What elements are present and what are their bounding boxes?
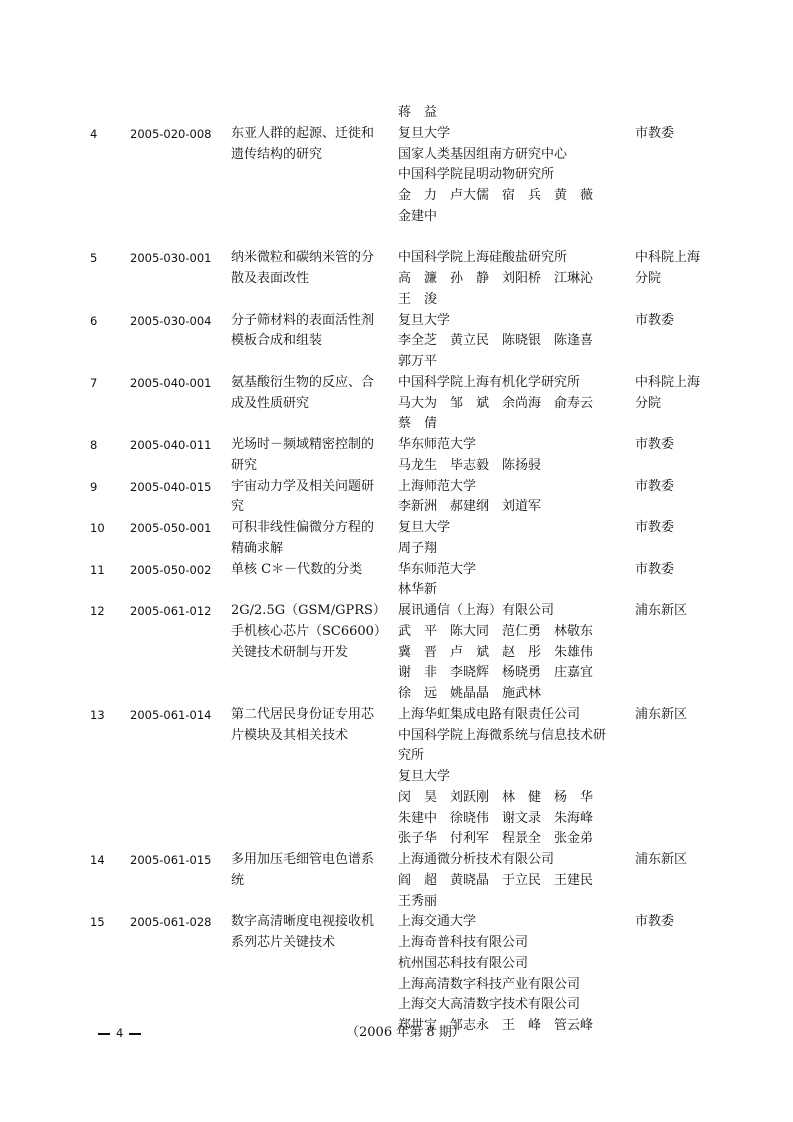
row-number: 5 bbox=[90, 251, 98, 266]
unit-or-person-line: 上海通微分析技术有限公司 bbox=[398, 852, 555, 867]
recommender-line: 分院 bbox=[635, 271, 662, 286]
dash-left bbox=[98, 1033, 110, 1035]
unit-or-person-line: 华东师范大学 bbox=[398, 561, 477, 577]
unit-or-person-line: 华东师范大学 bbox=[398, 437, 477, 452]
unit-or-person-line: 周子翔 bbox=[398, 540, 438, 556]
unit-or-person-line: 中国科学院昆明动物研究所 bbox=[398, 167, 555, 183]
unit-or-person-line: 蒋 益 bbox=[398, 105, 438, 120]
row-number: 4 bbox=[90, 126, 98, 141]
unit-or-person-line: 武 平 陈大同 范仁勇 林敬东 bbox=[398, 623, 594, 639]
recommender-line: 市教委 bbox=[635, 312, 675, 328]
project-title-line: 片模块及其相关技术 bbox=[231, 727, 349, 743]
unit-or-person-line: 上海华虹集成电路有限责任公司 bbox=[398, 706, 581, 722]
recommender-line: 分院 bbox=[635, 395, 662, 411]
project-title-line: 究 bbox=[231, 499, 245, 515]
project-title-line: 第二代居民身份证专用芯 bbox=[231, 706, 375, 722]
unit-or-person-line: 上海师范大学 bbox=[398, 478, 477, 494]
project-code: 2005-020-008 bbox=[130, 126, 212, 141]
recommender-line: 浦东新区 bbox=[635, 852, 688, 867]
page-number: 4 bbox=[116, 1026, 124, 1040]
row-number: 6 bbox=[90, 313, 98, 328]
project-code: 2005-040-015 bbox=[130, 479, 212, 494]
recommender-line: 市教委 bbox=[635, 125, 675, 141]
project-title-line: 2G/2.5G（GSM/GPRS） bbox=[231, 603, 386, 618]
project-code: 2005-061-012 bbox=[130, 604, 212, 618]
project-title-line: 系列芯片关键技术 bbox=[231, 935, 336, 950]
row-number: 13 bbox=[90, 707, 105, 722]
recommender-line: 中科院上海 bbox=[635, 374, 701, 390]
row-number: 7 bbox=[90, 375, 98, 390]
unit-or-person-line: 马大为 邹 斌 余尚海 俞寿云 bbox=[398, 395, 594, 411]
issue-label: （2006 年第 8 期） bbox=[346, 1025, 465, 1040]
unit-or-person-line: 金建中 bbox=[398, 208, 438, 224]
unit-or-person-line: 林华新 bbox=[398, 582, 438, 598]
unit-or-person-line: 中国科学院上海有机化学研究所 bbox=[398, 374, 581, 390]
unit-or-person-line: 冀 晋 卢 斌 赵 彤 朱雄伟 bbox=[398, 644, 594, 660]
unit-or-person-line: 复旦大学 bbox=[398, 769, 451, 784]
unit-or-person-line: 中国科学院上海微系统与信息技术研 bbox=[398, 727, 607, 743]
project-title-line: 东亚人群的起源、迁徙和 bbox=[231, 125, 375, 141]
unit-or-person-line: 复旦大学 bbox=[398, 312, 451, 328]
unit-or-person-line: 朱建中 徐晓伟 谢文录 朱海峰 bbox=[398, 810, 594, 826]
recommender-line: 市教委 bbox=[635, 437, 675, 452]
project-title-line: 氨基酸衍生物的反应、合 bbox=[231, 374, 375, 390]
recommender-line: 市教委 bbox=[635, 478, 675, 494]
project-code: 2005-061-014 bbox=[130, 707, 212, 722]
project-code: 2005-050-002 bbox=[130, 562, 212, 577]
recommender-line: 浦东新区 bbox=[635, 603, 688, 618]
project-title-line: 光场时－频域精密控制的 bbox=[231, 437, 375, 452]
project-title-line: 宇宙动力学及相关问题研 bbox=[231, 478, 375, 494]
unit-or-person-line: 杭州国芯科技有限公司 bbox=[398, 955, 529, 971]
unit-or-person-line: 蔡 倩 bbox=[398, 416, 438, 432]
project-code: 2005-030-004 bbox=[130, 313, 212, 328]
unit-or-person-line: 徐 远 姚晶晶 施武林 bbox=[398, 686, 542, 701]
unit-or-person-line: 李全芝 黄立民 陈晓银 陈逢喜 bbox=[398, 333, 594, 349]
project-title-line: 纳米微粒和碳纳米管的分 bbox=[231, 250, 375, 266]
project-title-line: 多用加压毛细管电色谱系 bbox=[231, 852, 375, 867]
unit-or-person-line: 复旦大学 bbox=[398, 520, 451, 535]
dash-right bbox=[129, 1033, 141, 1035]
project-title-line: 统 bbox=[231, 872, 245, 888]
project-title-line: 模板合成和组装 bbox=[231, 333, 323, 349]
project-code: 2005-030-001 bbox=[130, 251, 212, 266]
row-number: 9 bbox=[90, 479, 98, 494]
project-title-line: 分子筛材料的表面活性剂 bbox=[231, 312, 375, 328]
unit-or-person-line: 复旦大学 bbox=[398, 125, 451, 141]
row-number: 12 bbox=[90, 604, 105, 618]
project-title-line: 可积非线性偏微分方程的 bbox=[231, 520, 375, 535]
unit-or-person-line: 郭万平 bbox=[398, 354, 438, 369]
recommender-line: 市教委 bbox=[635, 914, 675, 930]
project-title-line: 成及性质研究 bbox=[231, 395, 310, 411]
recommender-line: 中科院上海 bbox=[635, 250, 701, 266]
project-title-line: 手机核心芯片（SC6600） bbox=[231, 623, 387, 639]
unit-or-person-line: 谢 非 李晓辉 杨晓勇 庄嘉宜 bbox=[398, 665, 594, 681]
unit-or-person-line: 张子华 付利军 程景全 张金弟 bbox=[398, 831, 594, 847]
recommender-line: 市教委 bbox=[635, 520, 675, 535]
project-title-line: 关键技术研制与开发 bbox=[231, 644, 349, 660]
unit-or-person-line: 郑世宝 邹志永 王 峰 管云峰 bbox=[398, 1018, 594, 1033]
recommender-line: 市教委 bbox=[635, 561, 675, 577]
page-number-footer bbox=[92, 1025, 147, 1042]
project-title-line: 数字高清晰度电视接收机 bbox=[231, 914, 375, 930]
unit-or-person-line: 展讯通信（上海）有限公司 bbox=[398, 603, 555, 618]
unit-or-person-line: 国家人类基因组南方研究中心 bbox=[398, 146, 568, 162]
unit-or-person-line: 究所 bbox=[398, 748, 425, 764]
project-code: 2005-040-011 bbox=[130, 438, 212, 452]
recommender-line: 浦东新区 bbox=[635, 706, 688, 722]
project-code: 2005-061-015 bbox=[130, 853, 212, 867]
unit-or-person-line: 上海高清数字科技产业有限公司 bbox=[398, 976, 581, 992]
unit-or-person-line: 金 力 卢大儒 宿 兵 黄 薇 bbox=[398, 188, 594, 203]
unit-or-person-line: 王秀丽 bbox=[398, 893, 438, 909]
project-title-line: 散及表面改性 bbox=[231, 271, 310, 286]
unit-or-person-line: 阎 超 黄晓晶 于立民 王建民 bbox=[398, 872, 594, 888]
project-title-line: 精确求解 bbox=[231, 540, 284, 556]
unit-or-person-line: 李新洲 郝建纲 刘道军 bbox=[398, 499, 542, 515]
project-code: 2005-050-001 bbox=[130, 521, 212, 535]
unit-or-person-line: 上海交通大学 bbox=[398, 914, 477, 930]
row-number: 8 bbox=[90, 438, 98, 452]
row-number: 14 bbox=[90, 853, 105, 867]
project-title-line: 研究 bbox=[231, 457, 258, 473]
unit-or-person-line: 上海奇普科技有限公司 bbox=[398, 935, 529, 950]
row-number: 15 bbox=[90, 915, 105, 930]
project-title-line: 单核 C＊－代数的分类 bbox=[231, 561, 363, 577]
project-code: 2005-061-028 bbox=[130, 915, 212, 930]
unit-or-person-line: 上海交大高清数字技术有限公司 bbox=[398, 997, 581, 1013]
project-title-line: 遗传结构的研究 bbox=[231, 146, 323, 162]
row-number: 11 bbox=[90, 562, 105, 577]
unit-or-person-line: 闵 昊 刘跃刚 林 健 杨 华 bbox=[398, 789, 594, 805]
unit-or-person-line: 高 濂 孙 静 刘阳桥 江琳沁 bbox=[398, 271, 594, 286]
unit-or-person-line: 中国科学院上海硅酸盐研究所 bbox=[398, 250, 568, 266]
unit-or-person-line: 王 浚 bbox=[398, 291, 438, 307]
unit-or-person-line: 马龙生 毕志毅 陈扬骎 bbox=[398, 457, 542, 473]
project-code: 2005-040-001 bbox=[130, 375, 212, 390]
row-number: 10 bbox=[90, 521, 105, 535]
